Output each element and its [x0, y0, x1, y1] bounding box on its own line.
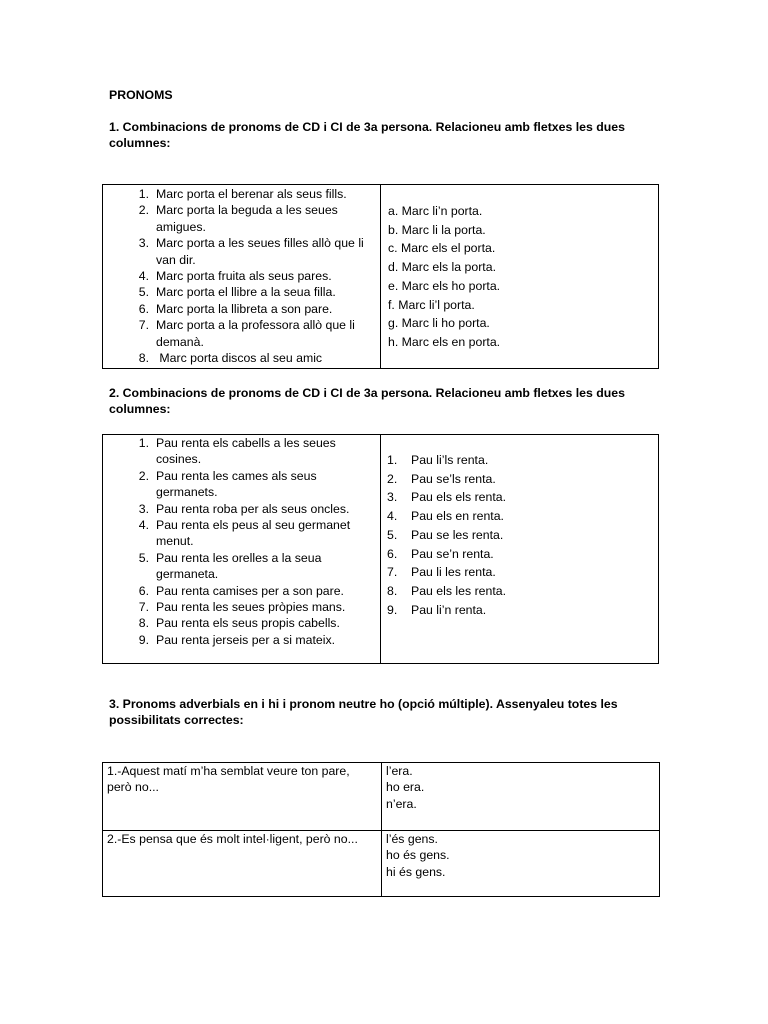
item-number: 3. — [387, 490, 398, 505]
item-text: Pau renta jerseis per a si mateix. — [156, 632, 336, 647]
item-text: Pau li’ls renta. — [411, 453, 489, 467]
answer-option: l’és gens. — [386, 832, 438, 846]
answer-option: ho és gens. — [386, 848, 450, 863]
item-text: Marc porta la llibreta a son pare. — [156, 301, 333, 316]
item-number: 5. — [138, 550, 149, 565]
list-item — [103, 284, 373, 300]
item-number: 8. — [138, 351, 149, 366]
answer-option: f. Marc li’l porta. — [388, 297, 475, 312]
list-item — [103, 632, 373, 648]
item-text: Marc porta el berenar als seus fills. — [156, 187, 347, 201]
item-text: Pau renta els peus al seu germanet menut. — [156, 518, 351, 549]
item-text: Pau renta les orelles a la seua germaneta. — [156, 550, 322, 582]
item-text: Marc porta la beguda a les seues amigues. — [156, 203, 338, 234]
item-number: 1. — [387, 453, 398, 467]
list-item — [103, 501, 373, 517]
item-text: Pau renta les cames als seus germanets. — [156, 468, 317, 500]
item-number: 3. — [138, 236, 149, 251]
exercise-2-sentence-list — [103, 435, 373, 648]
list-item — [103, 599, 373, 615]
item-number: 7. — [387, 565, 398, 580]
exercise-1-right-column — [381, 185, 658, 368]
answer-option: a. Marc li’n porta. — [388, 204, 483, 218]
question-cell: 2.-Es pensa que és molt intel·ligent, però no... — [103, 831, 382, 897]
answer-option — [381, 601, 506, 620]
list-item — [103, 268, 373, 284]
item-number: 3. — [138, 501, 149, 516]
item-number: 5. — [387, 527, 398, 542]
answer-option: d. Marc els la porta. — [388, 260, 496, 275]
answer-option: hi és gens. — [386, 864, 446, 879]
item-number: 7. — [138, 318, 149, 333]
item-number: 1. — [138, 187, 149, 201]
list-item — [103, 186, 373, 202]
item-text: Pau li’n renta. — [411, 602, 487, 617]
options-cell — [382, 831, 660, 897]
item-text: Pau renta roba per als seus oncles. — [156, 501, 350, 516]
item-text: Pau els en renta. — [411, 509, 504, 524]
item-number: 8. — [138, 616, 149, 631]
exercise-1-sentence-list — [103, 186, 373, 366]
item-text: Pau els els renta. — [411, 490, 507, 505]
item-number: 7. — [138, 600, 149, 615]
exercise-1-answer-list — [388, 202, 500, 352]
item-text: Marc porta a la professora allò que li demanà. — [156, 318, 355, 349]
answer-option: ho era. — [386, 780, 425, 795]
answer-option — [381, 582, 506, 601]
item-number: 8. — [387, 583, 398, 598]
item-number: 1. — [138, 436, 149, 450]
item-text: Marc porta a les seues filles allò que li van dir. — [156, 236, 364, 267]
answer-option: g. Marc li ho porta. — [388, 316, 490, 331]
table-row — [103, 763, 660, 831]
answer-option: l’era. — [386, 764, 413, 778]
exercise-2-answer-list — [381, 451, 506, 619]
list-item — [103, 350, 373, 366]
item-number: 4. — [387, 509, 398, 524]
item-number: 9. — [387, 602, 398, 617]
list-item — [103, 615, 373, 631]
item-number: 2. — [138, 468, 149, 483]
item-text: Pau li les renta. — [411, 565, 496, 580]
page-title: PRONOMS — [109, 88, 173, 102]
item-text: Pau se’n renta. — [411, 546, 494, 561]
answer-option: e. Marc els ho porta. — [388, 278, 501, 293]
answer-option — [381, 451, 506, 470]
answer-option — [381, 545, 506, 564]
item-text: Pau renta camises per a son pare. — [156, 583, 344, 598]
exercise-1-left-column — [103, 185, 381, 368]
exercise-2-heading: 2. Combinacions de pronoms de CD i CI de 3a persona. Relacioneu amb fletxes les dues columnes: — [109, 386, 625, 417]
list-item — [103, 202, 373, 235]
exercise-1-table — [102, 184, 659, 369]
answer-option — [381, 563, 506, 582]
table-row — [103, 831, 660, 897]
exercise-2-table — [102, 434, 659, 664]
list-item — [103, 517, 373, 550]
item-text: Marc porta discos al seu amic — [156, 351, 323, 366]
item-text: Pau renta les seues pròpies mans. — [156, 600, 346, 615]
item-text: Pau se les renta. — [411, 527, 504, 542]
item-number: 4. — [138, 269, 149, 284]
options-cell — [382, 763, 660, 831]
item-number: 6. — [138, 583, 149, 598]
list-item — [103, 435, 373, 468]
item-text: Pau se’ls renta. — [411, 471, 496, 486]
exercise-2-right-column — [381, 435, 658, 663]
item-text: Marc porta el llibre a la seua filla. — [156, 285, 336, 300]
item-text: Pau renta els cabells a les seues cosines. — [156, 436, 336, 467]
answer-option: n’era. — [386, 796, 417, 811]
item-number: 2. — [138, 203, 149, 218]
answer-option: c. Marc els el porta. — [388, 241, 496, 256]
list-item — [103, 235, 373, 268]
list-item — [103, 550, 373, 583]
answer-option — [381, 507, 506, 526]
item-number: 9. — [138, 632, 149, 647]
exercise-2-left-column — [103, 435, 381, 663]
item-number: 2. — [387, 471, 398, 486]
answer-option — [381, 470, 506, 489]
item-number: 4. — [138, 518, 149, 533]
answer-option — [381, 488, 506, 507]
list-item — [103, 583, 373, 599]
item-text: Marc porta fruita als seus pares. — [156, 269, 332, 284]
item-number: 6. — [387, 546, 398, 561]
exercise-3-heading: 3. Pronoms adverbials en i hi i pronom neutre ho (opció múltiple). Assenyaleu totes les possibilitats correctes: — [109, 697, 618, 728]
list-item — [103, 468, 373, 501]
list-item — [103, 301, 373, 317]
exercise-1-heading: 1. Combinacions de pronoms de CD i CI de 3a persona. Relacioneu amb fletxes les dues columnes: — [109, 120, 625, 151]
item-text: Pau renta els seus propis cabells. — [156, 616, 340, 631]
list-item — [103, 317, 373, 350]
answer-option: b. Marc li la porta. — [388, 222, 486, 237]
answer-option — [381, 526, 506, 545]
exercise-3-table — [102, 762, 660, 897]
item-number: 6. — [138, 301, 149, 316]
answer-option: h. Marc els en porta. — [388, 334, 501, 349]
item-number: 5. — [138, 285, 149, 300]
question-cell: 1.-Aquest matí m’ha semblat veure ton pare, però no... — [103, 763, 382, 831]
item-text: Pau els les renta. — [411, 583, 507, 598]
